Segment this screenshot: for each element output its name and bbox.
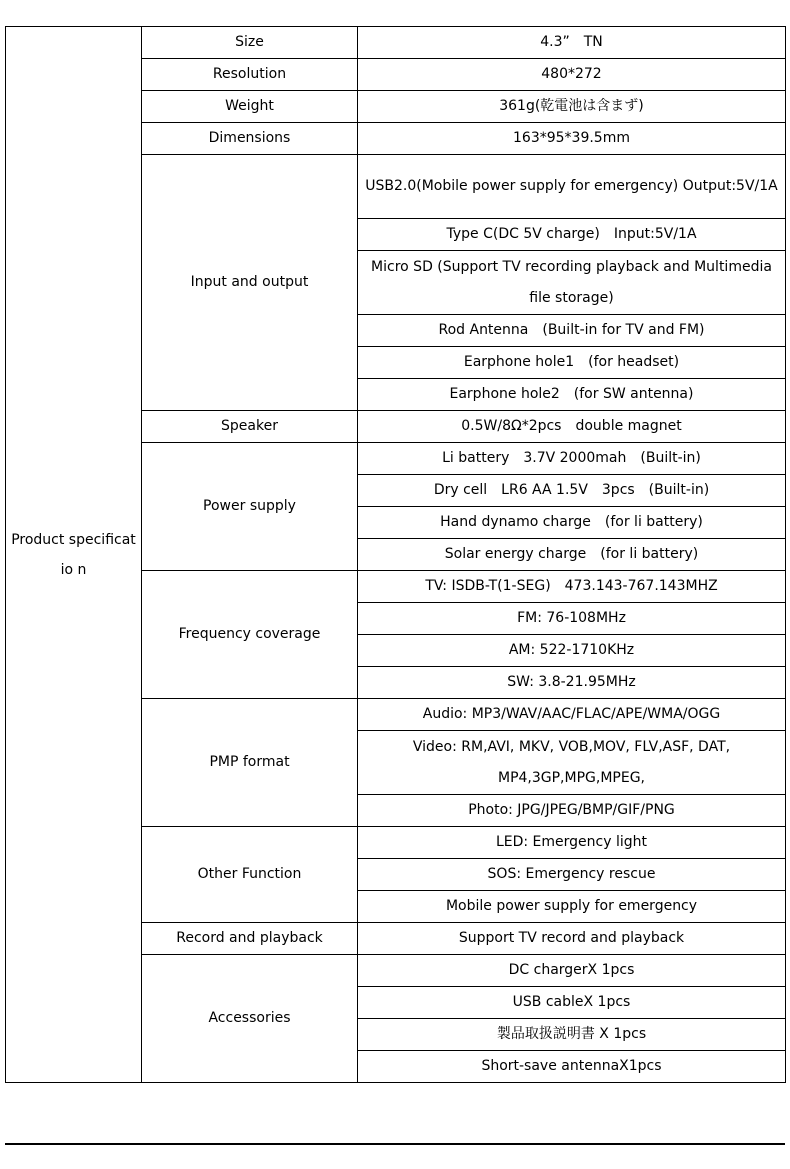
row-value: Hand dynamo charge (for li battery) (358, 507, 786, 539)
row-value: Mobile power supply for emergency (358, 891, 786, 923)
row-value: Short-save antennaX1pcs (358, 1051, 786, 1083)
row-value: Support TV record and playback (358, 923, 786, 955)
spec-table (5, 26, 786, 1083)
category-cell: Product specificatio n (6, 27, 142, 1083)
row-label: Accessories (142, 955, 358, 1083)
row-value: 製品取扱説明書 X 1pcs (358, 1019, 786, 1051)
row-value: Photo: JPG/JPEG/BMP/GIF/PNG (358, 795, 786, 827)
table-row (6, 27, 786, 59)
row-value: SW: 3.8-21.95MHz (358, 667, 786, 699)
row-value: AM: 522-1710KHz (358, 635, 786, 667)
row-value: Earphone hole2 (for SW antenna) (358, 379, 786, 411)
row-value: 163*95*39.5mm (358, 123, 786, 155)
row-value: 4.3” TN (358, 27, 786, 59)
bottom-divider (5, 1143, 785, 1145)
row-value: SOS: Emergency rescue (358, 859, 786, 891)
row-value: TV: ISDB-T(1-SEG) 473.143-767.143MHZ (358, 571, 786, 603)
row-value: Audio: MP3/WAV/AAC/FLAC/APE/WMA/OGG (358, 699, 786, 731)
row-value: FM: 76-108MHz (358, 603, 786, 635)
row-value: Type C(DC 5V charge) Input:5V/1A (358, 219, 786, 251)
row-value: USB2.0(Mobile power supply for emergency) Output:5V/1A (358, 155, 786, 219)
row-label: Resolution (142, 59, 358, 91)
row-value: Micro SD (Support TV recording playback and Multimedia file storage) (358, 251, 786, 315)
row-label: Size (142, 27, 358, 59)
row-label: Weight (142, 91, 358, 123)
row-value: DC chargerX 1pcs (358, 955, 786, 987)
row-value: Li battery 3.7V 2000mah (Built-in) (358, 443, 786, 475)
row-value: Solar energy charge (for li battery) (358, 539, 786, 571)
row-value: Dry cell LR6 AA 1.5V 3pcs (Built-in) (358, 475, 786, 507)
row-value: Video: RM,AVI, MKV, VOB,MOV, FLV,ASF, DAT, MP4,3GP,MPG,MPEG, (358, 731, 786, 795)
row-label: Other Function (142, 827, 358, 923)
row-value: 0.5W/8Ω*2pcs double magnet (358, 411, 786, 443)
row-value: Rod Antenna (Built-in for TV and FM) (358, 315, 786, 347)
row-label: Dimensions (142, 123, 358, 155)
row-value: USB cableX 1pcs (358, 987, 786, 1019)
row-value: 361g(乾電池は含まず) (358, 91, 786, 123)
row-value: Earphone hole1 (for headset) (358, 347, 786, 379)
row-label: PMP format (142, 699, 358, 827)
row-label: Input and output (142, 155, 358, 411)
row-label: Power supply (142, 443, 358, 571)
row-value: LED: Emergency light (358, 827, 786, 859)
row-value: 480*272 (358, 59, 786, 91)
row-label: Speaker (142, 411, 358, 443)
row-label: Record and playback (142, 923, 358, 955)
row-label: Frequency coverage (142, 571, 358, 699)
